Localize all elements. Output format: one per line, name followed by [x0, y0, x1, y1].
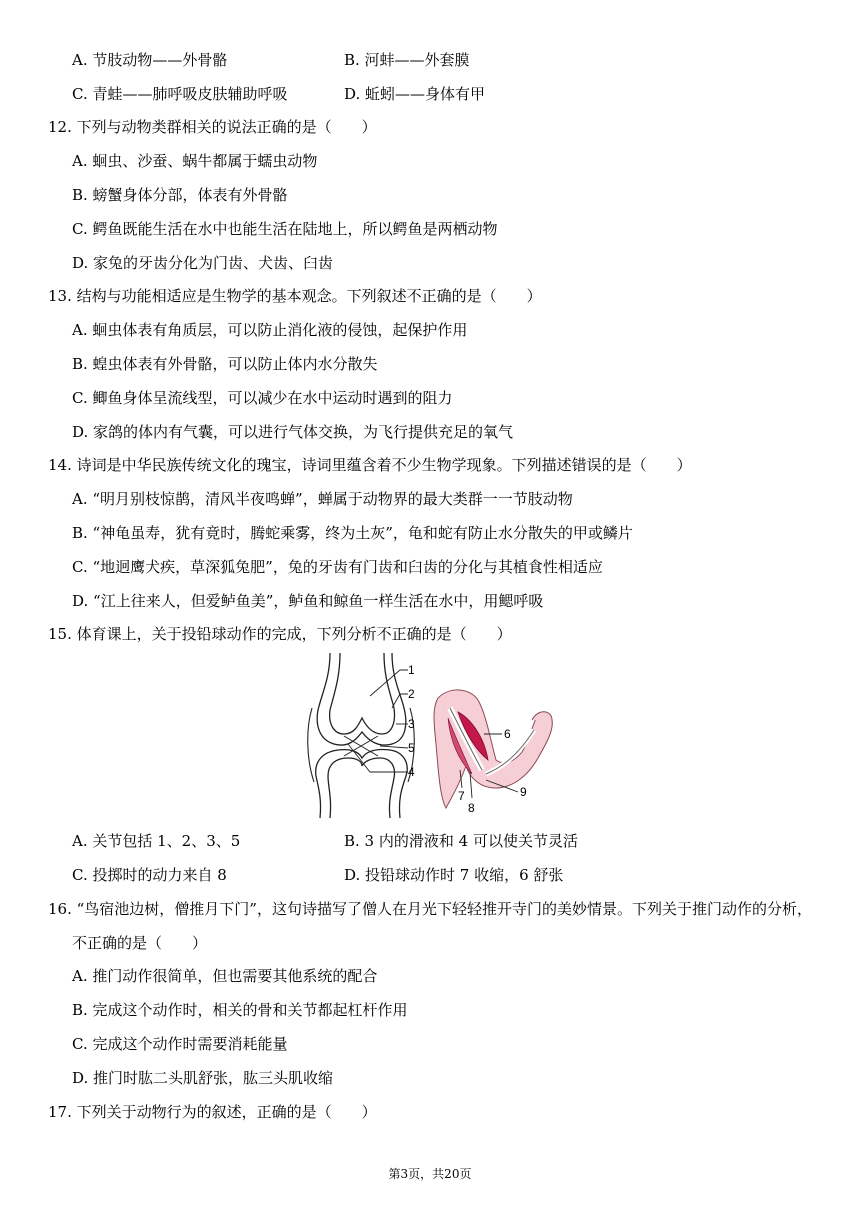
q12-option-d: D. 家兔的牙齿分化为门齿、犬齿、臼齿 [72, 254, 334, 272]
q14-option-c: C. “地迥鹰犬疾，草深狐兔肥”，兔的牙齿有门齿和臼齿的分化与其植食性相适应 [72, 558, 603, 576]
label-5: 5 [408, 741, 415, 755]
q14-stem: 14. 诗词是中华民族传统文化的瑰宝，诗词里蕴含着不少生物学现象。下列描述错误的是（ ） [48, 456, 692, 474]
page-footer: 第3页，共20页 [388, 1167, 472, 1181]
label-6: 6 [504, 727, 511, 741]
q14-option-d: D. “江上往来人，但爱鲈鱼美”，鲈鱼和鲸鱼一样生活在水中，用鳃呼吸 [72, 592, 544, 610]
label-8: 8 [468, 801, 475, 815]
q16-stem-line1: 16. “鸟宿池边树，僧推月下门”，这句诗描写了僧人在月光下轻轻推开寺门的美妙情景。下列关于推门动作的分析， [48, 900, 812, 918]
q13-stem: 13. 结构与功能相适应是生物学的基本观念。下列叙述不正确的是（ ） [48, 287, 542, 305]
label-9: 9 [520, 785, 527, 799]
q16-option-c: C. 完成这个动作时需要消耗能量 [72, 1035, 288, 1053]
label-2: 2 [408, 687, 415, 701]
q11-option-c: C. 青蛙——肺呼吸皮肤辅助呼吸 [72, 85, 288, 103]
q15-stem: 15. 体育课上，关于投铅球动作的完成，下列分析不正确的是（ ） [48, 625, 512, 643]
q15-option-b: B. 3 内的滑液和 4 可以使关节灵活 [344, 832, 578, 850]
q12-stem: 12. 下列与动物类群相关的说法正确的是（ ） [48, 118, 377, 136]
knee-joint-diagram [308, 653, 415, 818]
label-3: 3 [408, 717, 415, 731]
q15-option-a: A. 关节包括 1、2、3、5 [72, 832, 241, 850]
q13-option-c: C. 鲫鱼身体呈流线型，可以减少在水中运动时遇到的阻力 [72, 389, 453, 407]
q11-option-a: A. 节肢动物——外骨骼 [72, 51, 228, 69]
q14-option-b: B. “神龟虽寿，犹有竟时，腾蛇乘雾，终为土灰”，龟和蛇有防止水分散失的甲或鳞片 [72, 524, 633, 542]
q13-option-d: D. 家鸽的体内有气囊，可以进行气体交换，为飞行提供充足的氧气 [72, 423, 514, 441]
q16-option-d: D. 推门时肱二头肌舒张，肱三头肌收缩 [72, 1069, 334, 1087]
q12-option-c: C. 鳄鱼既能生活在水中也能生活在陆地上，所以鳄鱼是两栖动物 [72, 220, 498, 238]
q16-stem-line2: 不正确的是（ ） [72, 934, 208, 952]
label-1: 1 [408, 663, 415, 677]
q13-option-a: A. 蛔虫体表有角质层，可以防止消化液的侵蚀，起保护作用 [72, 321, 468, 339]
q14-option-a: A. “明月别枝惊鹊，清风半夜鸣蝉”，蝉属于动物界的最大类群一一节肢动物 [72, 490, 573, 508]
q13-option-b: B. 蝗虫体表有外骨骼，可以防止体内水分散失 [72, 355, 378, 373]
q16-option-a: A. 推门动作很简单，但也需要其他系统的配合 [72, 967, 378, 985]
q11-option-b: B. 河蚌——外套膜 [344, 51, 470, 69]
joint-arm-figure [300, 648, 560, 822]
label-4: 4 [408, 765, 415, 779]
q15-option-c: C. 投掷时的动力来自 8 [72, 866, 227, 884]
q16-option-b: B. 完成这个动作时，相关的骨和关节都起杠杆作用 [72, 1001, 408, 1019]
q12-option-b: B. 螃蟹身体分部，体表有外骨骼 [72, 186, 288, 204]
arm-muscle-diagram [434, 690, 552, 808]
q17-stem: 17. 下列关于动物行为的叙述，正确的是（ ） [48, 1103, 377, 1121]
q11-option-d: D. 蚯蚓——身体有甲 [344, 85, 486, 103]
q15-option-d: D. 投铅球动作时 7 收缩，6 舒张 [344, 866, 564, 884]
q12-option-a: A. 蛔虫、沙蚕、蜗牛都属于蠕虫动物 [72, 152, 318, 170]
label-7: 7 [458, 789, 465, 803]
